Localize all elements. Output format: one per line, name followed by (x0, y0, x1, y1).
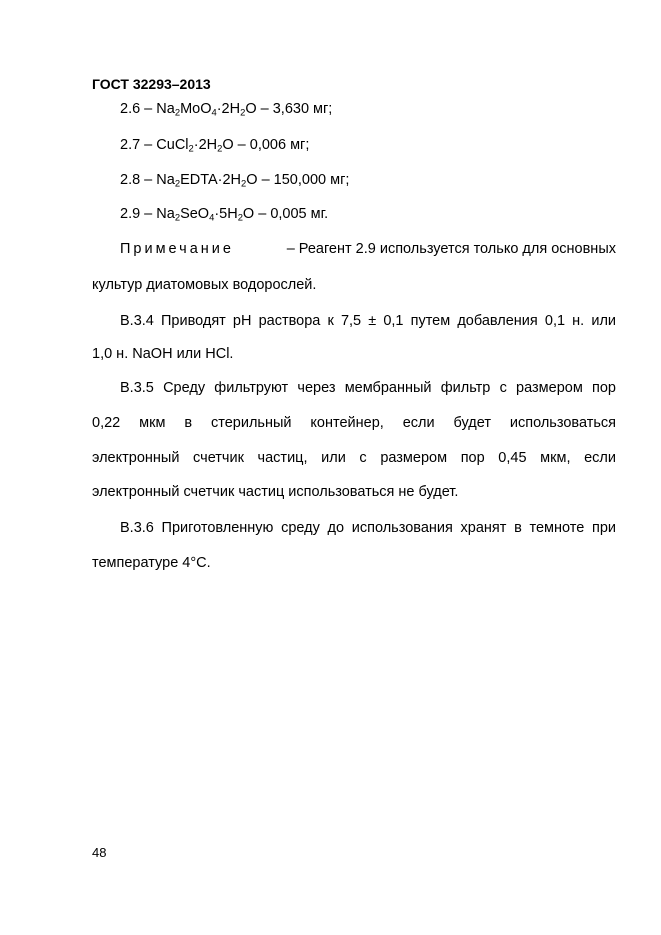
reagent-number: 2.8 – (120, 172, 157, 188)
reagent-number: 2.7 – (120, 137, 157, 153)
reagent-amount: – 0,005 мг. (254, 206, 329, 222)
paragraph-b35-line-3: электронный счетчик частиц, или с размером пор 0,45 мкм, если (92, 450, 616, 466)
reagent-formula: $Na_2EDTA\cdot 2H_2O$ (156, 172, 258, 189)
reagent-item (120, 172, 349, 188)
reagent-item (120, 137, 309, 153)
reagent-number: 2.9 – (120, 206, 157, 222)
paragraph-b36-line-1: В.3.6 Приготовленную среду до использования хранят в темноте при (120, 520, 616, 536)
document-code-header: ГОСТ 32293–2013 (92, 76, 211, 92)
reagent-item (120, 206, 328, 222)
page-number: 48 (92, 845, 107, 860)
paragraph-b34-line-1: В.3.4 Приводят pH раствора к 7,5 ± 0,1 путем добавления 0,1 н. или (120, 313, 616, 329)
paragraph-b35-line-1: В.3.5 Среду фильтруют через мембранный фильтр с размером пор (120, 380, 616, 396)
paragraph-b36-line-2: температуре 4°С. (92, 555, 211, 571)
reagent-number: 2.6 – (120, 101, 157, 117)
reagent-amount: – 0,006 мг; (233, 137, 310, 153)
note-line-2: культур диатомовых водорослей. (92, 277, 317, 293)
paragraph-b34-line-2: 1,0 н. NaOH или HCl. (92, 346, 234, 362)
reagent-amount: – 3,630 мг; (256, 101, 333, 117)
reagent-formula: $CuCl_2\cdot 2H_2O$ (156, 137, 234, 154)
paragraph-b35-line-2: 0,22 мкм в стерильный контейнер, если будет использоваться (92, 415, 616, 431)
reagent-amount: – 150,000 мг; (257, 172, 350, 188)
reagent-item (120, 101, 332, 117)
paragraph-b35-line-4: электронный счетчик частиц использоваться не будет. (92, 484, 459, 500)
reagent-formula: $Na_2SeO_4\cdot 5H_2O$ (156, 206, 255, 223)
reagent-formula: $Na_2MoO_4\cdot 2H_2O$ (156, 101, 257, 118)
note-label: Примечание (120, 241, 234, 257)
note-line-1 (120, 241, 616, 257)
note-text-1: – Реагент 2.9 используется только для основных (286, 241, 616, 257)
